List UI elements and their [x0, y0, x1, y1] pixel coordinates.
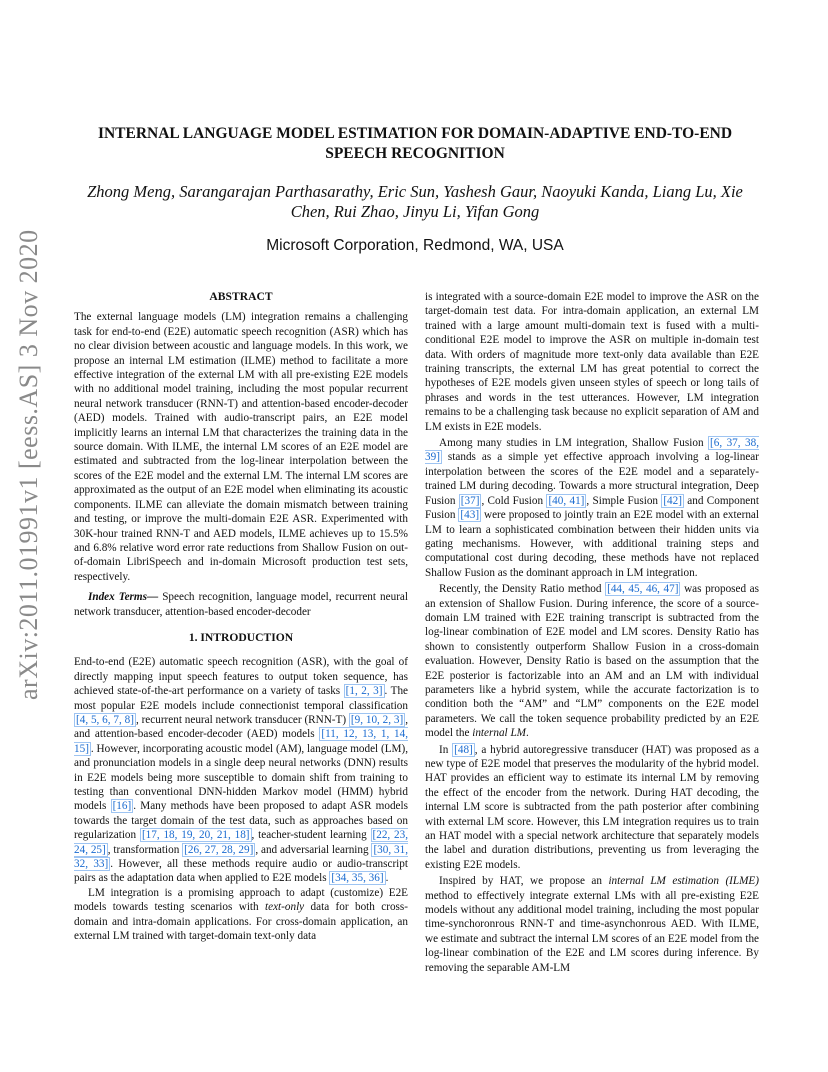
- right-column: [425, 290, 759, 975]
- paper-title: INTERNAL LANGUAGE MODEL ESTIMATION FOR DOMAIN-ADAPTIVE END-TO-END SPEECH RECOGNITION: [97, 125, 733, 162]
- intro-paragraph-2: LM integration is a promising approach to adapt (customize) E2E models towards testing scenarios with text-only data for both cross-domain and intra-domain applications. For cross-domain application, an external LM trained with target-domain text-only data: [74, 886, 408, 943]
- affiliation: Microsoft Corporation, Redmond, WA, USA: [266, 237, 564, 254]
- citation-link[interactable]: [44, 45, 46, 47]: [607, 583, 679, 596]
- citation-link[interactable]: [16]: [112, 800, 132, 813]
- citation-link[interactable]: [1, 2, 3]: [345, 685, 383, 698]
- index-terms: [74, 590, 408, 619]
- citation-link[interactable]: [43]: [460, 509, 480, 522]
- index-terms-label: Index Terms—: [88, 591, 159, 604]
- citation-link[interactable]: [22, 23, 24, 25]: [74, 829, 409, 856]
- right-paragraph-1: Among many studies in LM integration, Shallow Fusion [6, 37, 38, 39] stands as a simple yet effective approach involving a log-linear interpolation between the scores of the E2E model and a separately-trained LM during decoding. Towards a more structural integration, Deep Fusion [37] , Cold Fusion [40, 41] , Simple Fusion [42] and Component Fusion [43] were proposed to jointly train an E2E model with an external LM to learn a sophisticated combination between their hidden units via gating mechanisms. However, with additional training steps and computational cost during decoding, these methods have not replaced Shallow Fusion as the dominant approach in LM integration.: [425, 437, 759, 579]
- right-paragraph-0: is integrated with a source-domain E2E model to improve the ASR on the target-domain test data. For intra-domain application, an external LM trained with a large amount multi-domain text is fused with a multi-conditional E2E model to improve the ASR on multiple in-domain test data. With orders of magnitude more text-only data available than E2E training transcripts, the external LM has great potential to correct the hypotheses of E2E models given unseen styles of speech or long tails of phrases and words in the test utterances. However, LM integration remains to be a challenging task because no explicit separation of AM and LM exists in E2E models.: [425, 291, 759, 433]
- intro-paragraph-1: End-to-end (E2E) automatic speech recognition (ASR), with the goal of directly mapping input speech features to output token sequence, has achieved state-of-the-art performance on a variety of tasks [1, 2, 3] . The most popular E2E models include connectionist temporal classification [4, 5, 6, 7, 8] , recurrent neural network transducer (RNN-T) [9, 10, 2, 3] , and attention-based encoder-decoder (AED) models [11, 12, 13, 1, 14, 15] . However, incorporating acoustic model (AM), language model (LM), and pronunciation models in a single deep neural networks (DNN) results in E2E models being more susceptible to domain shift from training to testing than conventional DNN-hidden Markov model (HMM) hybrid models [16] . Many methods have been proposed to adapt ASR models towards the target domain of the test data, such as approaches based on regularization [17, 18, 19, 20, 21, 18] , teacher-student learning [22, 23, 24, 25] , transformation [26, 27, 28, 29] , and adversarial learning [30, 31, 32, 33] . However, all these methods require audio or audio-transcript pairs as the adaptation data when applied to E2E models [34, 35, 36] .: [74, 656, 409, 885]
- citation-link[interactable]: [6, 37, 38, 39]: [425, 437, 759, 464]
- citation-link[interactable]: [17, 18, 19, 20, 21, 18]: [141, 829, 250, 842]
- citation-link[interactable]: [42]: [663, 494, 682, 507]
- right-paragraph-2: Recently, the Density Ratio method [44, 45, 46, 47] was proposed as an extension of Shallow Fusion. During inference, the score of a source-domain LM trained with E2E training transcript is subtracted from the log-linear combination of E2E model and LM scores. Density Ratio has shown to consistently outperform Shallow Fusion in a cross-domain evaluation. However, Density Ratio is based on the assumption that the E2E posterior is factorizable into an AM and an LM with individual parameters like a hybrid system, while the accurate factorization is to condition both the “AM” and “LM” components on the E2E model parameters. We call the token sequence probability predicted by an E2E model the internal LM.: [425, 583, 760, 740]
- citation-link[interactable]: [11, 12, 13, 1, 14, 15]: [74, 728, 408, 755]
- index-terms-text: Speech recognition, language model, recurrent neural network transducer, attention-based encoder-decoder: [74, 591, 408, 618]
- citation-link[interactable]: [30, 31, 32, 33]: [74, 843, 408, 871]
- section-heading-intro: 1. INTRODUCTION: [188, 630, 294, 644]
- citation-link[interactable]: [37]: [460, 494, 480, 507]
- left-column: [74, 290, 408, 943]
- citation-link[interactable]: [26, 27, 28, 29]: [184, 843, 254, 856]
- author-list: Zhong Meng, Sarangarajan Parthasarathy, Eric Sun, Yashesh Gaur, Naoyuki Kanda, Liang Lu, Xie Chen, Rui Zhao, Jinyu Li, Yifan Gong: [87, 182, 743, 221]
- citation-link[interactable]: [4, 5, 6, 7, 8]: [76, 713, 134, 726]
- abstract-text: The external language models (LM) integration remains a challenging task for end-to-end (E2E) automatic speech recognition (ASR) which has no clear division between acoustic and language models. In this work, we propose an internal LM estimation (ILME) method to facilitate a more effective integration of the external LM with all pre-existing E2E models with no additional model training, including the most popular recurrent neural network transducer (RNN-T) and attention-based encoder-decoder (AED) models. Trained with audio-transcript pairs, an E2E model implicitly learns an internal LM that characterizes the training data in the source domain. With ILME, the internal LM scores of an E2E model are estimated and subtracted from the log-linear interpolation between the scores of the E2E model and the external LM. The internal LM scores are approximated as the output of an E2E model when eliminating its acoustic components. ILME can alleviate the domain mismatch between training and testing, or improve the multi-domain E2E ASR. Experimented with 30K-hour trained RNN-T and AED models, ILME achieves up to 15.5% and 6.8% relative word error rate reductions from Shallow Fusion on out-of-domain LibriSpeech and in-domain Microsoft production test sets, respectively.: [74, 311, 408, 583]
- right-paragraph-4: Inspired by HAT, we propose an internal LM estimation (ILME) method to effectively integrate external LMs with all pre-existing E2E models without any additional model training, including the most popular time-synchoronrous RNN-T and time-asynchonrous AED. With ILME, we estimate and subtract the internal LM scores of an E2E model from the log-linear combination of the E2E and LM scores during inference. By removing the separable AM-LM: [425, 875, 759, 974]
- citation-link[interactable]: [40, 41]: [548, 494, 585, 507]
- citation-link[interactable]: [48]: [454, 743, 473, 756]
- right-paragraph-3: In [48] , a hybrid autoregressive transducer (HAT) was proposed as a new type of E2E model that preserves the modularity of the hybrid model. HAT provides an efficient way to estimate its internal LM by removing the effect of the encoder from the network. During HAT decoding, the internal LM score is subtracted from the path posterior after combining with external LM score. However, this LM integration requires us to train an HAT model with a special network architecture that separately models the label and duration distributions, preventing us from leveraging the existing E2E models.: [425, 743, 759, 871]
- citation-link[interactable]: [9, 10, 2, 3]: [350, 713, 404, 726]
- arxiv-stamp: arXiv:2011.01991v1 [eess.AS] 3 Nov 2020: [14, 229, 43, 700]
- citation-link[interactable]: [34, 35, 36]: [331, 872, 384, 885]
- abstract-heading: ABSTRACT: [209, 290, 273, 303]
